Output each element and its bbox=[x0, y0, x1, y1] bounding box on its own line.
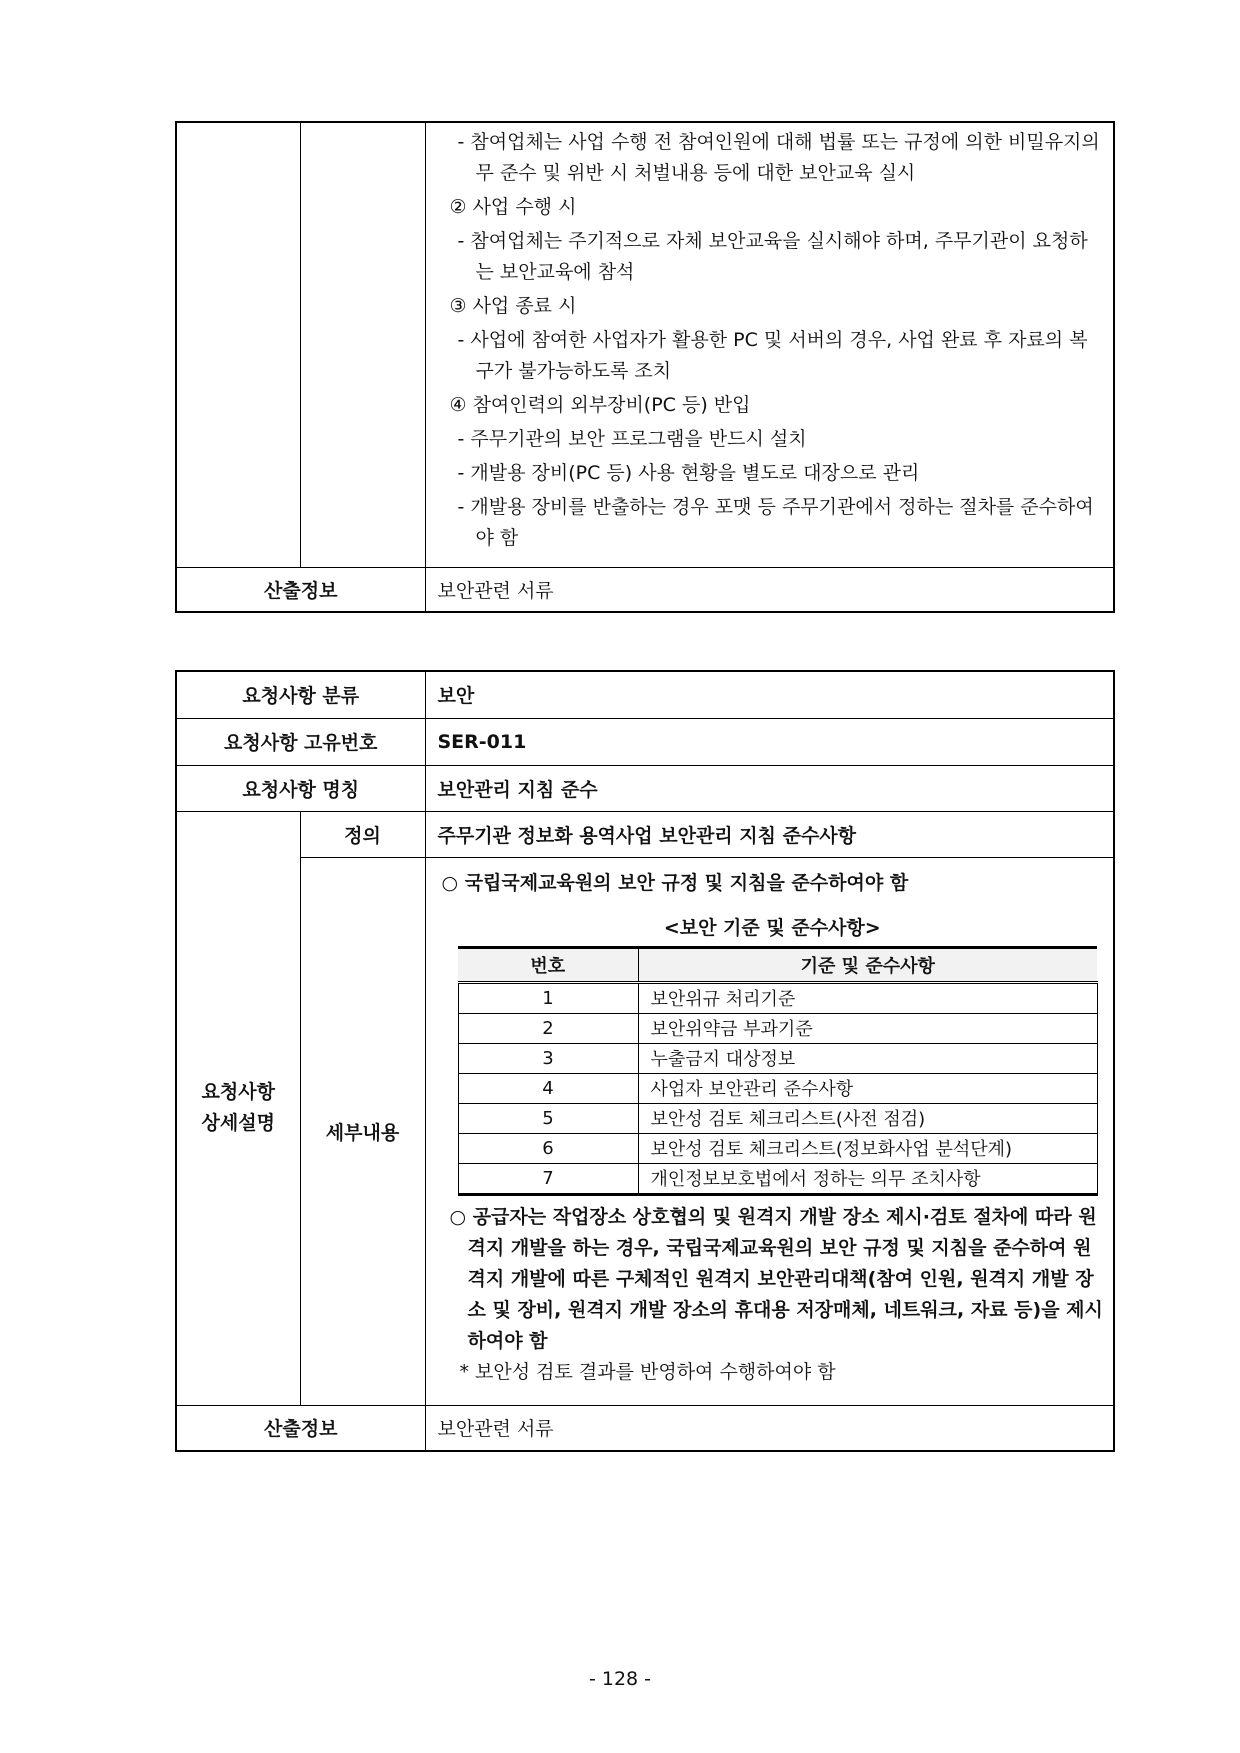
definition-label: 정의 bbox=[300, 811, 425, 857]
dash-item: - 사업에 참여한 사업자가 활용한 PC 및 서버의 경우, 사업 완료 후 자료의 복구가 불가능하도록 조치 bbox=[457, 329, 1088, 382]
definition-value: 주무기관 정보화 용역사업 보안관리 지침 준수사항 bbox=[425, 811, 1114, 857]
content-label: 세부내용 bbox=[300, 857, 425, 1405]
row-standard: 사업자 보안관리 준수사항 bbox=[638, 1073, 1097, 1103]
dash-item: - 주무기관의 보안 프로그램을 반드시 설치 bbox=[457, 428, 807, 450]
table-row bbox=[458, 982, 1097, 1013]
table-row bbox=[458, 1043, 1097, 1073]
row-number: 2 bbox=[458, 1013, 638, 1043]
name-label: 요청사항 명칭 bbox=[176, 765, 425, 811]
header-standard: 기준 및 준수사항 bbox=[638, 947, 1097, 982]
table-row bbox=[458, 1103, 1097, 1133]
page-number: - 128 - bbox=[588, 1668, 652, 1690]
empty-cell bbox=[300, 122, 425, 567]
table-row bbox=[458, 1163, 1097, 1194]
dash-item: - 개발용 장비를 반출하는 경우 포맷 등 주무기관에서 정하는 절차를 준수하여야 함 bbox=[457, 496, 1094, 549]
id-label: 요청사항 고유번호 bbox=[176, 718, 425, 765]
output-value: 보안관련 서류 bbox=[425, 1405, 1114, 1451]
name-value: 보안관리 지침 준수 bbox=[425, 765, 1114, 811]
detail-content bbox=[425, 122, 1114, 567]
category-value: 보안 bbox=[425, 671, 1114, 718]
table-row bbox=[458, 1073, 1097, 1103]
output-label: 산출정보 bbox=[176, 567, 425, 612]
inner-table-title: <보안 기준 및 준수사항> bbox=[663, 916, 881, 939]
row-standard: 보안위약금 부과기준 bbox=[638, 1013, 1097, 1043]
id-value: SER-011 bbox=[425, 718, 1114, 765]
row-standard: 보안성 검토 체크리스트(사전 점검) bbox=[638, 1103, 1097, 1133]
requirement-table-ser-011 bbox=[175, 670, 1115, 1452]
numbered-heading: ② 사업 수행 시 bbox=[449, 196, 577, 218]
empty-cell bbox=[176, 122, 300, 567]
category-label: 요청사항 분류 bbox=[176, 671, 425, 718]
numbered-heading: ③ 사업 종료 시 bbox=[449, 295, 577, 317]
content-cell bbox=[425, 857, 1114, 1405]
bullet-2: ○ 공급자는 작업장소 상호협의 및 원격지 개발 장소 제시·검토 절차에 따라 원격지 개발을 하는 경우, 국립국제교육원의 보안 규정 및 지침을 준수하여 원격지 개발에 따른 구체적인 원격지 보안관리대책(참여 인원, 원격지 개발 장소 및 장비, 원격지 개발 장소의 휴대용 저장매체, 네트워크, 자료 등)을 제시하여야 함 bbox=[449, 1205, 1103, 1352]
output-value: 보안관련 서류 bbox=[425, 567, 1114, 612]
bullet-1: ○ 국립국제교육원의 보안 규정 및 지침을 준수하여야 함 bbox=[441, 871, 909, 894]
dash-item: - 개발용 장비(PC 등) 사용 현황을 별도로 대장으로 관리 bbox=[457, 462, 920, 484]
row-number: 5 bbox=[458, 1103, 638, 1133]
header-number: 번호 bbox=[458, 947, 638, 982]
continued-requirement-table bbox=[175, 121, 1115, 613]
security-standards-table bbox=[458, 946, 1098, 1196]
row-standard: 누출금지 대상정보 bbox=[638, 1043, 1097, 1073]
row-standard: 개인정보보호법에서 정하는 의무 조치사항 bbox=[638, 1163, 1097, 1194]
detail-label: 요청사항 상세설명 bbox=[176, 811, 300, 1405]
row-standard: 보안위규 처리기준 bbox=[638, 982, 1097, 1013]
row-number: 4 bbox=[458, 1073, 638, 1103]
row-number: 3 bbox=[458, 1043, 638, 1073]
dash-item: - 참여업체는 사업 수행 전 참여인원에 대해 법률 또는 규정에 의한 비밀유지의무 준수 및 위반 시 처벌내용 등에 대한 보안교육 실시 bbox=[457, 131, 1100, 184]
row-number: 1 bbox=[458, 982, 638, 1013]
row-number: 6 bbox=[458, 1133, 638, 1163]
row-number: 7 bbox=[458, 1163, 638, 1194]
table-row bbox=[458, 1013, 1097, 1043]
table-row bbox=[458, 1133, 1097, 1163]
row-standard: 보안성 검토 체크리스트(정보화사업 분석단계) bbox=[638, 1133, 1097, 1163]
output-label: 산출정보 bbox=[176, 1405, 425, 1451]
note: * 보안성 검토 결과를 반영하여 수행하여야 함 bbox=[459, 1360, 836, 1383]
numbered-heading: ④ 참여인력의 외부장비(PC 등) 반입 bbox=[449, 394, 751, 416]
dash-item: - 참여업체는 주기적으로 자체 보안교육을 실시해야 하며, 주무기관이 요청하는 보안교육에 참석 bbox=[457, 230, 1088, 283]
